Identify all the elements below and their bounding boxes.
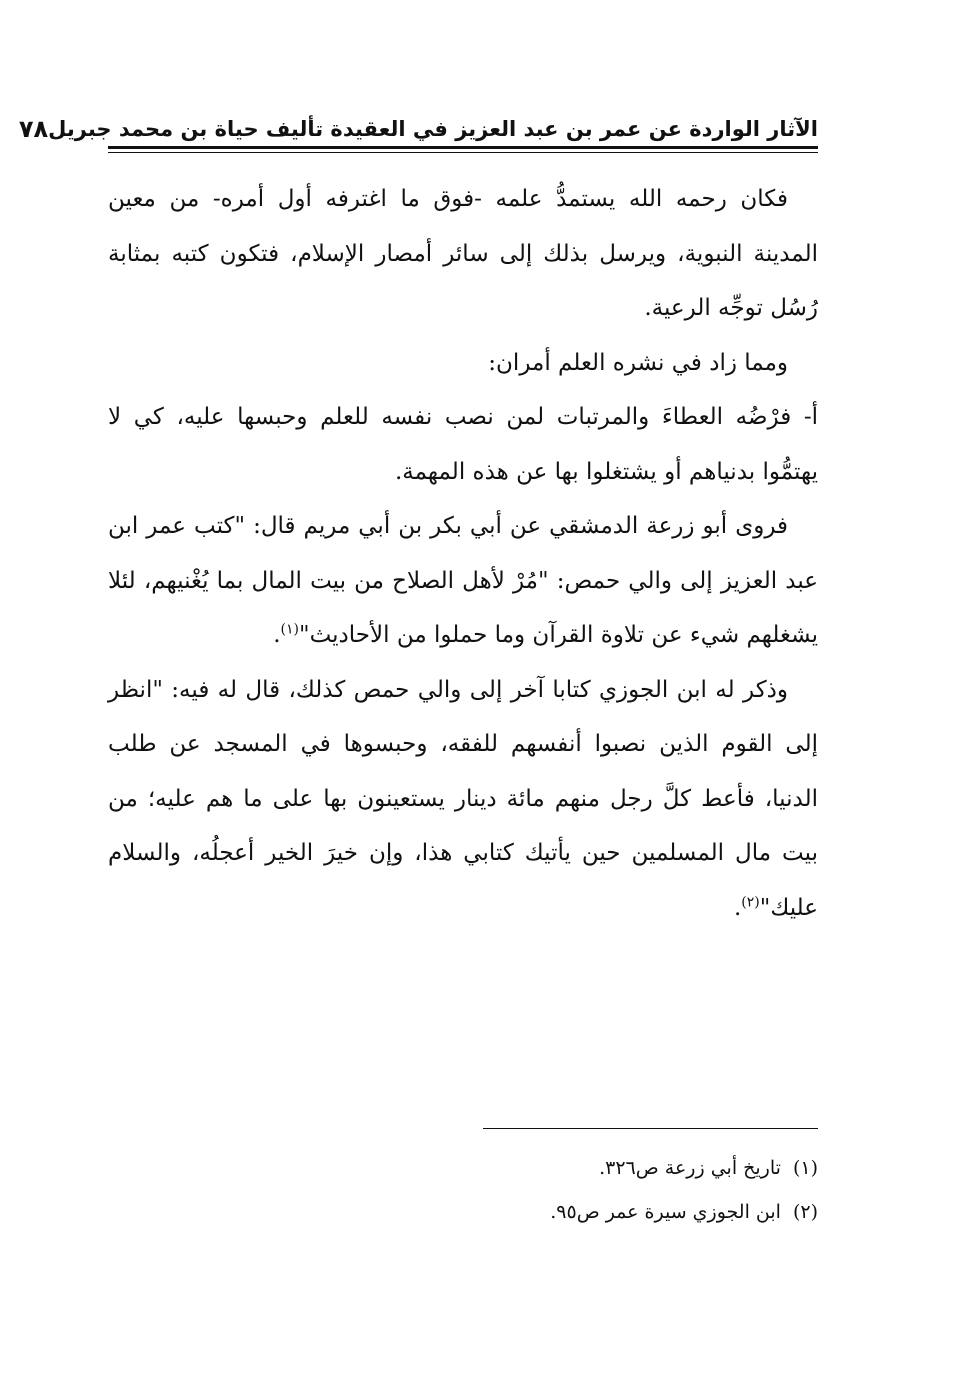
footnote-text: تاريخ أبي زرعة ص٣٢٦. [599, 1157, 781, 1179]
footnotes [318, 1146, 818, 1234]
paragraph-5-text: وذكر له ابن الجوزي كتابا آخر إلى والي حمص كذلك، قال له فيه: "انظر إلى القوم الذين نصبوا أنفسهم للفقه، وحبسوها في المسجد عن طلب الدنيا، فأعط كلَّ رجل منهم مائة دينار يستعينون بها على ما هم عليه؛ من بيت مال المسلمين حين يأتيك كتابي هذا، وإن خيرَ الخير أعجلُه، والسلام عليك" [108, 676, 818, 921]
end-mark: . [733, 894, 742, 921]
footnote-number: (٢) [792, 1201, 818, 1223]
header-rule-thin [108, 152, 818, 153]
paragraph-5 [108, 663, 818, 936]
paragraph-4-text: فروى أبو زرعة الدمشقي عن أبي بكر بن أبي مريم قال: "كتب عمر ابن عبد العزيز إلى والي حمص: "مُرْ لأهل الصلاح من بيت المال بما يُغْنيهم، لئلا يشغلهم شيء عن تلاوة القرآن وما حملوا من الأحاديث" [108, 513, 818, 648]
header-title: الآثار الواردة عن عمر بن عبد العزيز في العقيدة تأليف حياة بن محمد جبريل [48, 117, 818, 141]
footnote-number: (١) [792, 1157, 818, 1179]
footnote-ref-1: (١) [280, 621, 299, 638]
running-header [18, 108, 818, 144]
footnote-1 [318, 1146, 818, 1190]
paragraph-4 [108, 499, 818, 663]
paragraph-3: أ- فرْضُه العطاءَ والمرتبات لمن نصب نفسه للعلم وحبسها عليه، كي لا يهتمُّوا بدنياهم أو يشتغلوا بها عن هذه المهمة. [108, 404, 818, 485]
footnote-2 [318, 1190, 818, 1234]
footnote-text: ابن الجوزي سيرة عمر ص٩٥. [550, 1201, 781, 1223]
paragraph-2: ومما زاد في نشره العلم أمران: [488, 349, 788, 376]
page-number: ٧٨ [18, 115, 49, 143]
body-text [108, 172, 818, 935]
footnote-ref-2: (٢) [741, 893, 760, 910]
footnote-separator [483, 1128, 818, 1129]
paragraph-1: فكان رحمه الله يستمدُّ علمه -فوق ما اغترفه أول أمره- من معين المدينة النبوية، ويرسل بذلك إلى سائر أمصار الإسلام، فتكون كتبه بمثابة رُسُل توجِّه الرعية. [108, 186, 818, 321]
end-mark: . [273, 622, 281, 648]
header-rule-thick [108, 146, 818, 149]
